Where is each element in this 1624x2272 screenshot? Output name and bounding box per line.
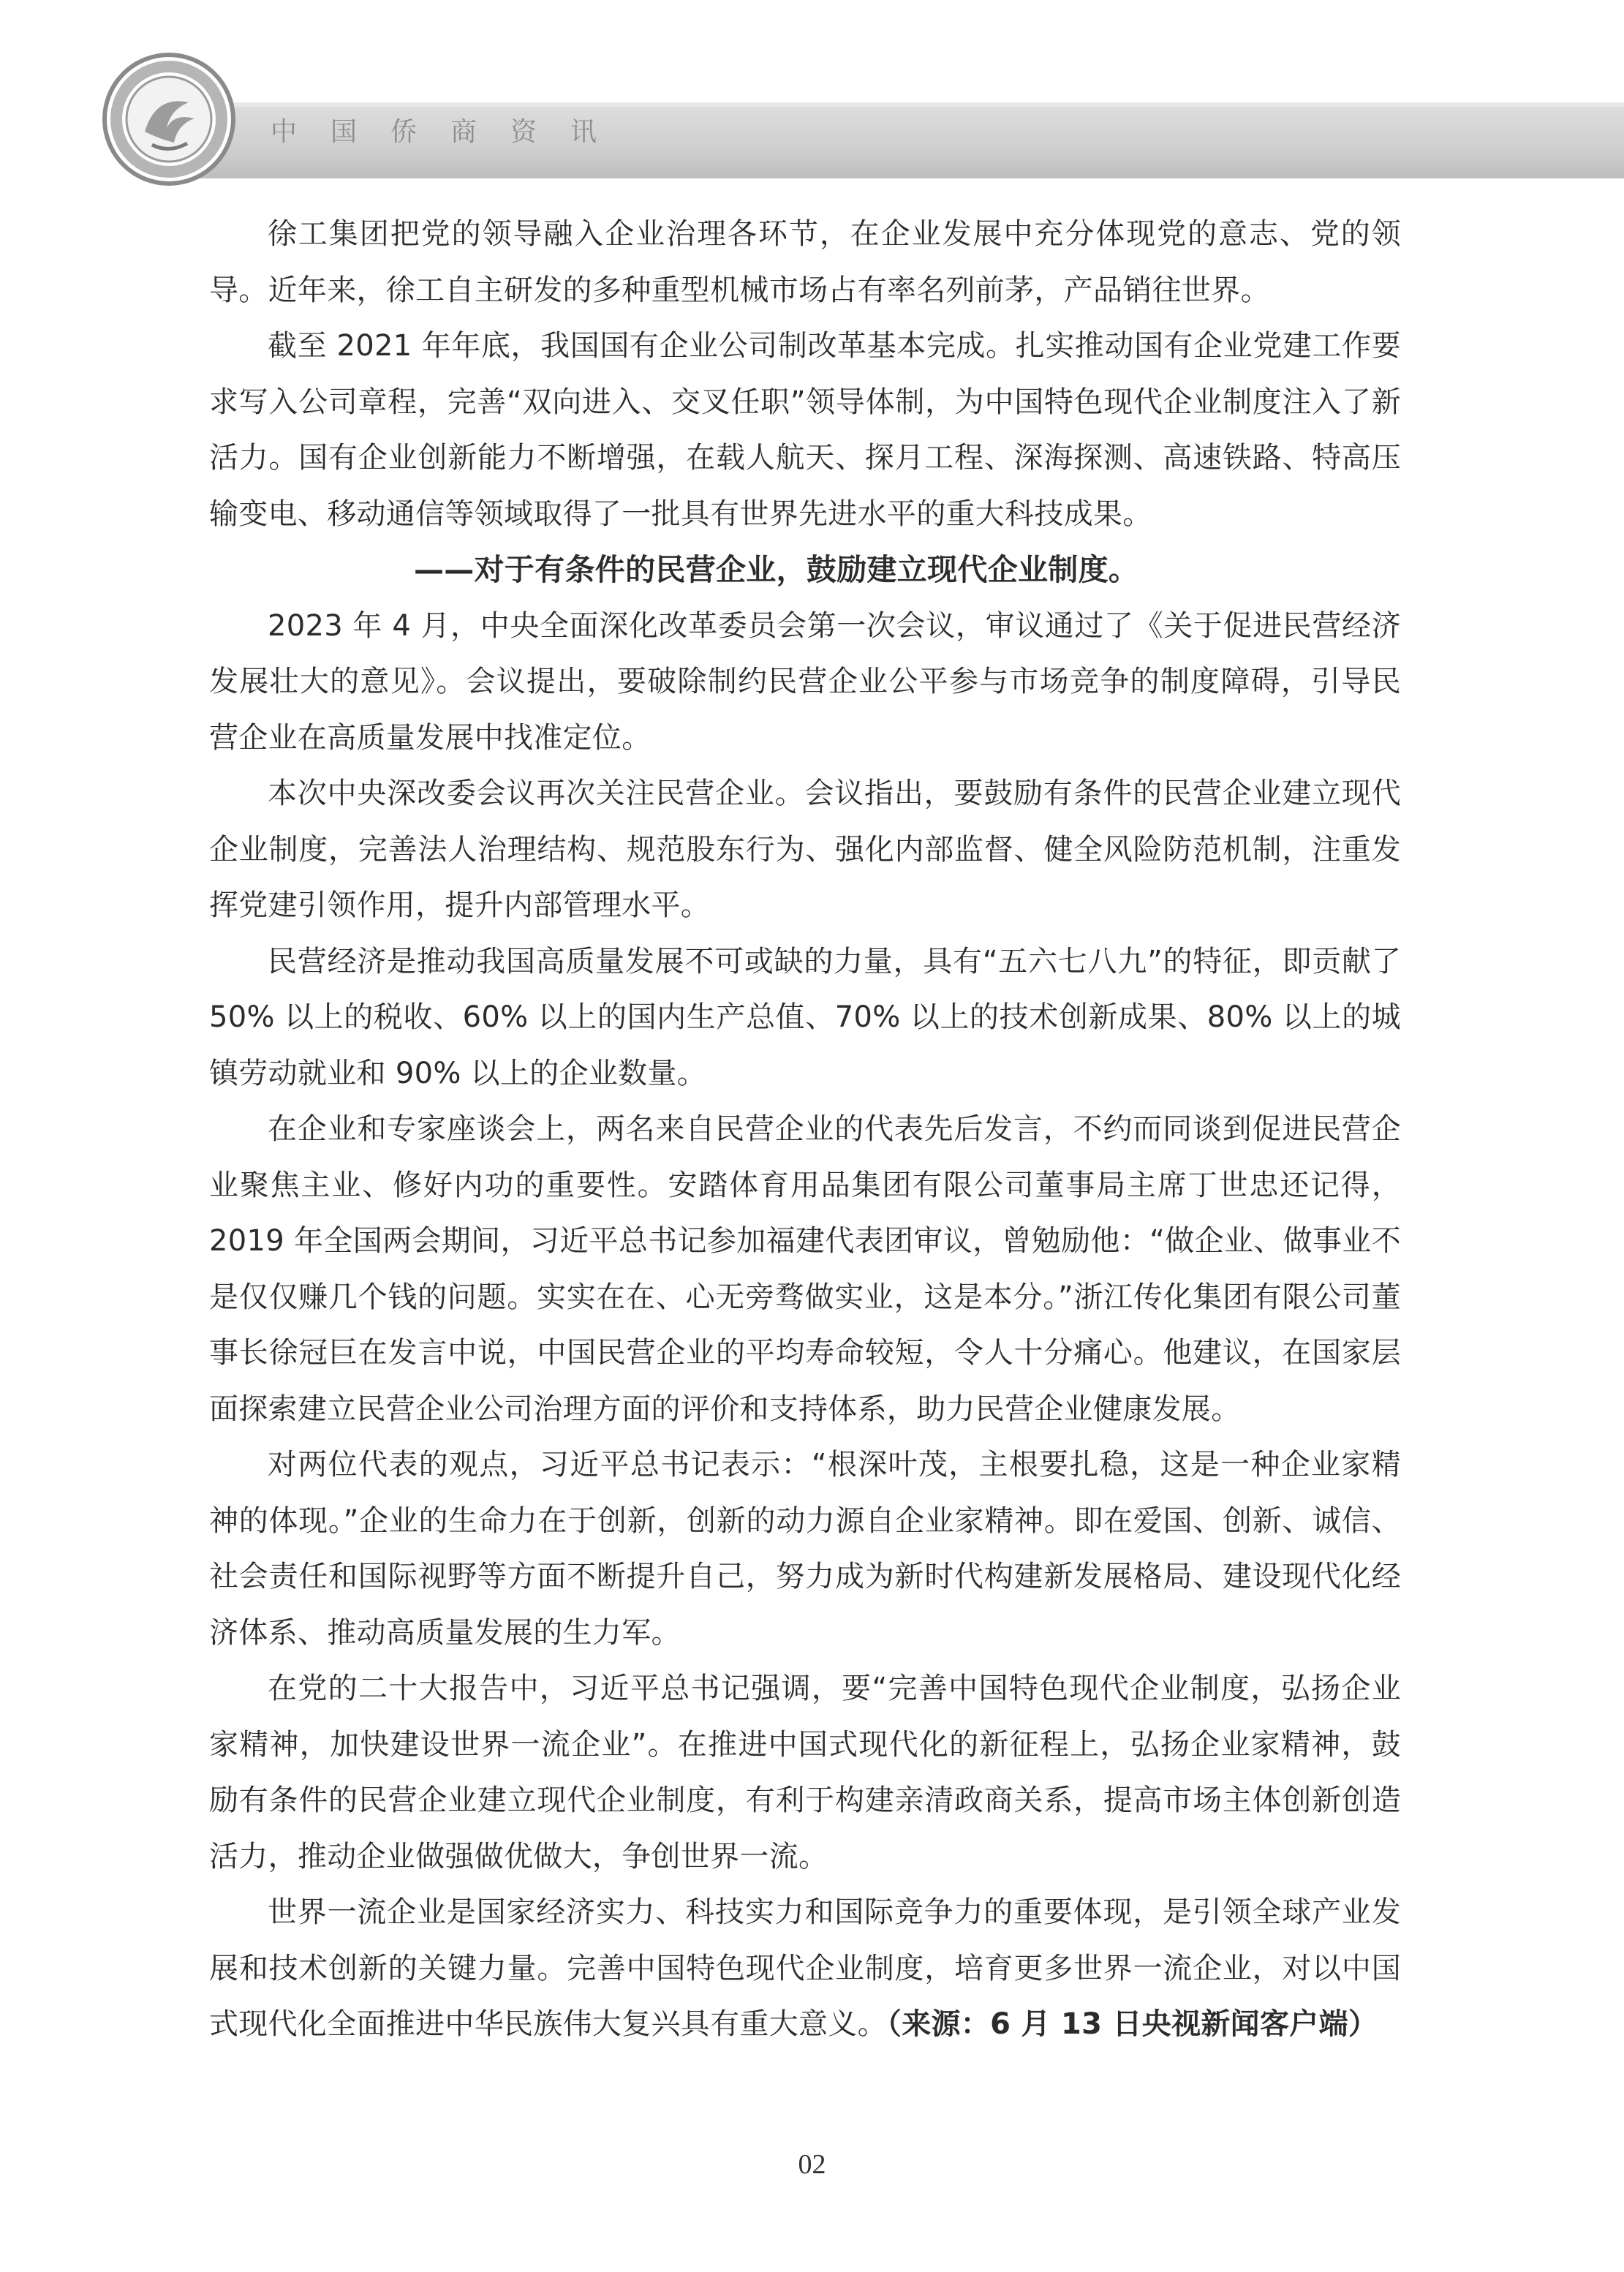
article-body: [209, 206, 1401, 2053]
paragraph: 徐工集团把党的领导融入企业治理各环节，在企业发展中充分体现党的意志、党的领导。近年来，徐工自主研发的多种重型机械市场占有率名列前茅，产品销往世界。: [209, 217, 1401, 307]
page-number: 02: [798, 2149, 826, 2180]
paragraph-text: 世界一流企业是国家经济实力、科技实力和国际竞争力的重要体现，是引领全球产业发展和技术创新的关键力量。完善中国特色现代企业制度，培育更多世界一流企业，对以中国式现代化全面推进中华民族伟大复兴具有重大意义。: [209, 1895, 1401, 2041]
header-title: 中国侨商资讯: [271, 117, 631, 147]
paragraph: 2023 年 4 月，中央全面深化改革委员会第一次会议，审议通过了《关于促进民营经济发展壮大的意见》。会议提出，要破除制约民营企业公平参与市场竞争的制度障碍，引导民营企业在高质量发展中找准定位。: [209, 608, 1401, 755]
section-subhead: ——对于有条件的民营企业，鼓励建立现代企业制度。: [414, 552, 1139, 587]
association-logo: [101, 51, 237, 187]
paragraph: 在企业和专家座谈会上，两名来自民营企业的代表先后发言，不约而同谈到促进民营企业聚焦主业、修好内功的重要性。安踏体育用品集团有限公司董事局主席丁世忠还记得，2019 年全国两会期间，习近平总书记参加福建代表团审议，曾勉励他：“做企业、做事业不是仅仅赚几个钱的问题。实实在在、心无旁骛做实业，这是本分。”浙江传化集团有限公司董事长徐冠巨在发言中说，中国民营企业的平均寿命较短，令人十分痛心。他建议，在国家层面探索建立民营企业公司治理方面的评价和支持体系，助力民营企业健康发展。: [209, 1112, 1401, 1426]
last-paragraph: [209, 1884, 1401, 2053]
paragraph: 截至 2021 年年底，我国国有企业公司制改革基本完成。扎实推动国有企业党建工作要求写入公司章程，完善“双向进入、交叉任职”领导体制，为中国特色现代企业制度注入了新活力。国有企业创新能力不断增强，在载人航天、探月工程、深海探测、高速铁路、特高压输变电、移动通信等领域取得了一批具有世界先进水平的重大科技成果。: [209, 329, 1401, 531]
paragraph: 民营经济是推动我国高质量发展不可或缺的力量，具有“五六七八九”的特征，即贡献了 50% 以上的税收、60% 以上的国内生产总值、70% 以上的技术创新成果、80% 以上的城镇劳动就业和 90% 以上的企业数量。: [209, 944, 1401, 1090]
paragraph: 对两位代表的观点，习近平总书记表示：“根深叶茂，主根要扎稳，这是一种企业家精神的体现。”企业的生命力在于创新，创新的动力源自企业家精神。即在爱国、创新、诚信、社会责任和国际视野等方面不断提升自己，努力成为新时代构建新发展格局、建设现代化经济体系、推动高质量发展的生力军。: [209, 1448, 1401, 1650]
paragraph: 在党的二十大报告中，习近平总书记强调，要“完善中国特色现代企业制度，弘扬企业家精神，加快建设世界一流企业”。在推进中国式现代化的新征程上，弘扬企业家精神，鼓励有条件的民营企业建立现代企业制度，有利于构建亲清政商关系，提高市场主体创新创造活力，推动企业做强做优做大，争创世界一流。: [209, 1672, 1401, 1873]
paragraph: 本次中央深改委会议再次关注民营企业。会议指出，要鼓励有条件的民营企业建立现代企业制度，完善法人治理结构、规范股东行为、强化内部监督、健全风险防范机制，注重发挥党建引领作用，提升内部管理水平。: [209, 777, 1401, 922]
source-citation: （来源：6 月 13 日央视新闻客户端）: [886, 2007, 1378, 2041]
